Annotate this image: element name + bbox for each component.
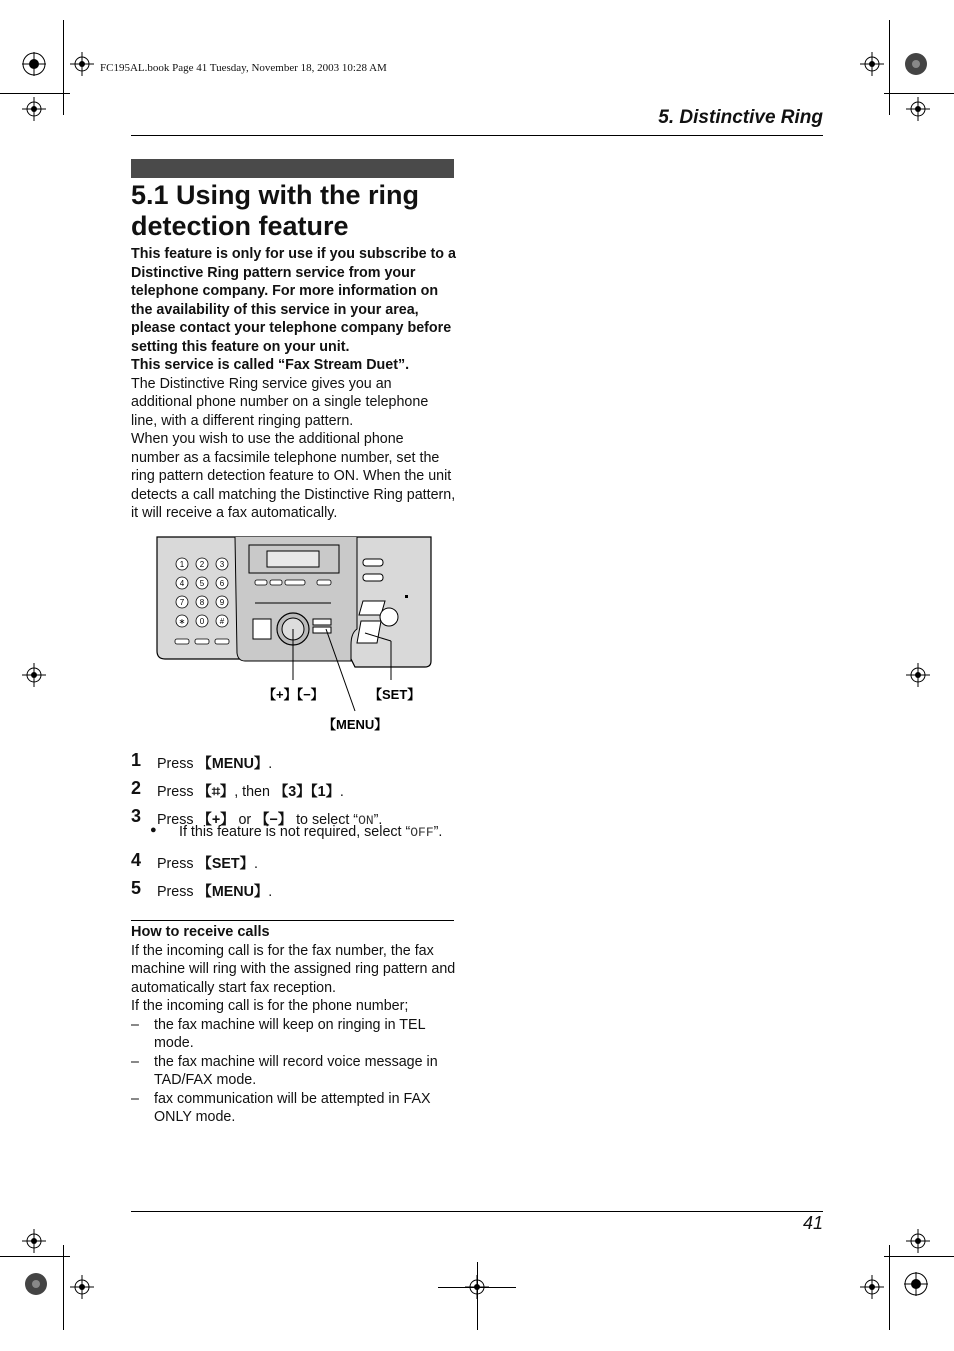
step [131, 878, 461, 906]
dash-icon: – [131, 1016, 139, 1033]
number-keys: 【3】【1】 [273, 784, 340, 800]
registration-mark-icon [860, 1275, 884, 1299]
step-number: 1 [131, 750, 142, 770]
list-item-text: the fax machine will keep on ringing in TEL mode. [154, 1016, 425, 1051]
step-text: Press [157, 756, 198, 772]
step-text: to select “ [292, 812, 359, 828]
step-text: or [234, 812, 256, 828]
howto-section [131, 923, 461, 1127]
howto-heading: How to receive calls [131, 924, 270, 940]
registration-mark-icon [70, 1275, 94, 1299]
crop-mark [889, 1245, 890, 1330]
list-item [131, 1016, 461, 1053]
step-text: Press [157, 784, 198, 800]
minus-key: 【−】 [255, 812, 293, 828]
keypad-key: ∗ [178, 617, 186, 626]
callout-menu: 【MENU】 [323, 717, 388, 732]
keypad-key: 3 [219, 560, 225, 569]
intro-text [131, 245, 456, 523]
step-number: 4 [131, 850, 142, 870]
step-text: Press [157, 812, 198, 828]
step-text: Press [157, 856, 198, 872]
crop-mark [0, 93, 70, 94]
list-item-text: fax communication will be attempted in FAX ONLY mode. [154, 1090, 431, 1125]
step [131, 750, 461, 778]
registration-mark-icon [904, 1272, 928, 1296]
callout-plus-minus: 【+】【−】 [263, 687, 324, 702]
keypad-key: 7 [179, 598, 185, 607]
plus-key: 【+】 [197, 812, 235, 828]
crop-mark [884, 1256, 954, 1257]
menu-key: 【MENU】 [197, 884, 269, 900]
header-rule [131, 135, 823, 136]
hash-key: 【⌗】 [197, 784, 235, 800]
crop-mark [0, 1256, 70, 1257]
registration-mark-icon [70, 52, 94, 76]
step [131, 778, 461, 806]
step-text: Press [157, 884, 198, 900]
registration-mark-icon [906, 97, 930, 121]
keypad-key: 4 [179, 579, 185, 588]
list-item [131, 1053, 461, 1090]
keypad-key: 6 [219, 579, 225, 588]
intro-bold-paragraph: This service is called “Fax Stream Duet”. [131, 357, 410, 373]
registration-mark-icon [906, 1229, 930, 1253]
registration-mark-icon [906, 663, 930, 687]
step-text: . [339, 784, 344, 800]
section-heading: 5. Distinctive Ring [658, 107, 823, 128]
footer-rule [131, 1211, 823, 1212]
registration-mark-icon [22, 1229, 46, 1253]
crop-mark [884, 93, 954, 94]
step-text: ”. [373, 812, 383, 828]
keypad-key: 1 [179, 560, 185, 569]
note-text: ”. [433, 824, 443, 840]
crop-mark [63, 1245, 64, 1330]
registration-mark-icon [860, 52, 884, 76]
step-note [131, 824, 461, 850]
step-text: , then [234, 784, 274, 800]
list-item [131, 1090, 461, 1127]
howto-paragraph: If the incoming call is for the fax number, the fax machine will ring with the assigned ring pattern and automatically start fax reception. [131, 942, 456, 996]
list-item-text: the fax machine will record voice message in TAD/FAX mode. [154, 1053, 438, 1088]
step [131, 850, 461, 878]
step-text: . [268, 884, 273, 900]
registration-mark-icon [22, 52, 46, 76]
steps-list [131, 750, 461, 906]
registration-mark-icon [904, 52, 928, 76]
page-number: 41 [802, 1213, 823, 1233]
page-title: 5.1 Using with the ring detection feature [131, 180, 420, 241]
keypad-key: 2 [199, 560, 205, 569]
callout-set: 【SET】 [369, 687, 421, 702]
crop-mark [63, 20, 64, 115]
intro-bold-paragraph: This feature is only for use if you subscribe to a Distinctive Ring pattern service from your telephone company. For more information on the availability of this service in your area, please contact your telephone company before setting this feature on your unit. [131, 246, 456, 355]
howto-paragraph: If the incoming call is for the phone number; [131, 998, 409, 1014]
crop-mark [889, 20, 890, 115]
note-text: If this feature is not required, select “ [179, 824, 411, 840]
display-text: OFF [410, 825, 434, 840]
menu-key: 【MENU】 [197, 756, 269, 772]
dash-icon: – [131, 1090, 139, 1107]
crop-mark [477, 1262, 478, 1330]
intro-paragraph: When you wish to use the additional phone number as a facsimile telephone number, set the ring pattern detection feature to ON. When the unit detects a call matching the Distinctive Ring pattern, it will receive a fax automatically. [131, 431, 456, 521]
registration-mark-icon [22, 97, 46, 121]
fax-control-panel-illustration [155, 533, 435, 743]
keypad-key: 9 [219, 598, 225, 607]
step-number: 5 [131, 878, 142, 898]
step-text: . [268, 756, 273, 772]
display-text: ON [358, 813, 374, 828]
book-info-line: FC195AL.book Page 41 Tuesday, November 18, 2003 10:28 AM [100, 62, 387, 74]
set-key: 【SET】 [197, 856, 254, 872]
step-number: 3 [131, 806, 142, 826]
keypad-key: # [219, 617, 225, 626]
dash-icon: – [131, 1053, 139, 1070]
step-text: . [253, 856, 258, 872]
bullet-icon: ● [150, 824, 157, 836]
intro-paragraph: The Distinctive Ring service gives you an additional phone number on a single telephone line, with a different ringing pattern. [131, 375, 429, 429]
keypad-key: 5 [199, 579, 205, 588]
keypad-key: 8 [199, 598, 205, 607]
howto-rule [131, 920, 454, 921]
keypad-key: 0 [199, 617, 205, 626]
registration-mark-icon [24, 1272, 48, 1296]
step-number: 2 [131, 778, 142, 798]
registration-mark-icon [22, 663, 46, 687]
title-bar [131, 159, 454, 178]
